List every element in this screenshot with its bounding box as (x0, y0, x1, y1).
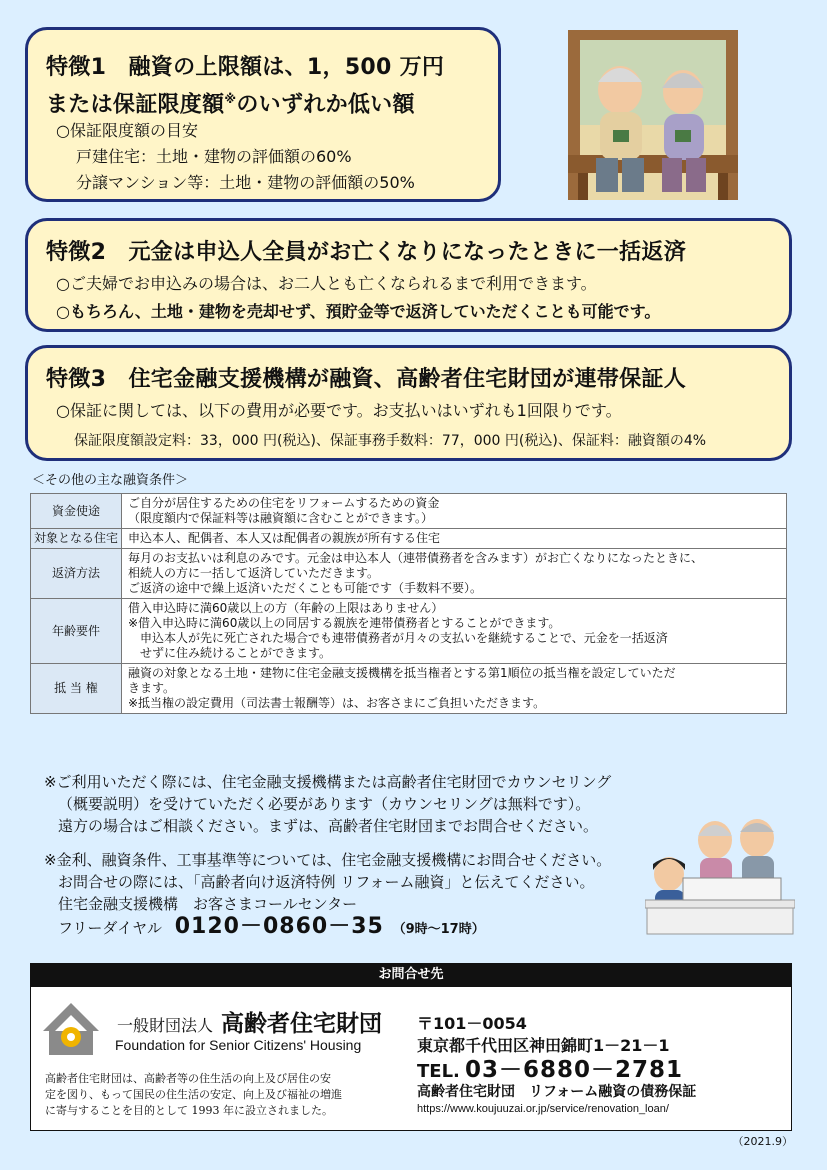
conditions-row-label: 資金使途 (31, 494, 122, 529)
feature3-title: 特徴3 住宅金融支援機構が融資、高齢者住宅財団が連帯保証人 (46, 367, 687, 392)
conditions-row-content (122, 494, 787, 529)
call-center-name: 住宅金融支援機構 お客さまコールセンター (58, 895, 358, 913)
org-description-line: 高齢者住宅財団は、高齢者等の住生活の向上及び居住の安 (45, 1072, 331, 1085)
feature1-title-line2-post: のいずれか低い額 (236, 92, 415, 118)
conditions-row (31, 529, 787, 549)
freedial-line (58, 914, 485, 943)
conditions-row-line: せずに住み続けることができます。 (128, 646, 332, 660)
org-prefix: 一般財団法人 (117, 1016, 214, 1035)
issue-date: （2021.9） (732, 1135, 793, 1148)
feature1-title-line2-pre: または保証限度額 (46, 92, 225, 118)
footnote-mark: ※ (224, 92, 237, 106)
inquiry-note-1: ※金利、融資条件、工事基準等については、住宅金融支援機構にお問合せください。 (44, 851, 612, 869)
org-name-en: Foundation for Senior Citizens' Housing (115, 1037, 362, 1053)
conditions-row-content (122, 529, 787, 549)
conditions-row-label: 抵 当 権 (31, 664, 122, 714)
org-name: 高齢者住宅財団 (221, 1011, 382, 1037)
feature2-box (25, 218, 792, 332)
freedial-label: フリーダイヤル (58, 919, 162, 937)
inquiry-note-2: お問合せの際には、「高齢者向け返済特例 リフォーム融資」と伝えてください。 (58, 873, 595, 891)
contact-bar: お問合せ先 (30, 963, 792, 986)
conditions-row-line: 申込本人、配偶者、本人又は配偶者の親族が所有する住宅 (128, 531, 441, 545)
conditions-row-line: 申込本人が先に死亡された場合でも連帯債務者が月々の支払いを継続することで、元金を一括返済 (128, 631, 668, 645)
conditions-row-line: きます。 (128, 681, 176, 695)
conditions-row-line: 借入申込時に満60歳以上の方（年齢の上限はありません） (128, 601, 444, 615)
conditions-row-line: ご返済の途中で繰上返済いただくことも可能です（手数料不要）。 (128, 581, 483, 595)
counsel-note-3: 遠方の場合はご相談ください。まずは、高齢者住宅財団までお問合せください。 (58, 817, 599, 835)
conditions-row-content (122, 664, 787, 714)
conditions-row-content (122, 549, 787, 599)
conditions-row-line: ※抵当権の設定費用（司法書士報酬等）は、お客さまにご負担いただきます。 (128, 696, 546, 710)
conditions-row (31, 494, 787, 529)
foundation-logo (41, 1001, 101, 1057)
conditions-row-line: 融資の対象となる土地・建物に住宅金融支援機構を抵当権者とする第1順位の抵当権を設定していただ (128, 666, 676, 680)
conditions-row-label: 対象となる住宅 (31, 529, 122, 549)
conditions-row (31, 664, 787, 714)
org-description-line: 定を図り、もって国民の住生活の安定、向上及び福祉の増進 (45, 1088, 342, 1101)
conditions-table (30, 493, 787, 714)
counsel-note-2: （概要説明）を受けていただく必要があります（カウンセリングは無料です）。 (58, 795, 591, 813)
consultation-illustration (645, 812, 795, 937)
conditions-row-line: 相続人の方に一括して返済していただきます。 (128, 566, 380, 580)
conditions-row-content (122, 599, 787, 664)
contact-box (30, 986, 792, 1131)
freedial-hours: （9時～17時） (392, 922, 485, 937)
tel-line (417, 1051, 683, 1084)
conditions-heading: ＜その他の主な融資条件＞ (32, 473, 189, 488)
postal-code: 〒101－0054 (417, 1014, 527, 1033)
elderly-couple-illustration (568, 30, 738, 200)
dept-name: 高齢者住宅財団 リフォーム融資の債務保証 (417, 1084, 697, 1100)
conditions-row (31, 549, 787, 599)
conditions-row-line: （限度額内で保証料等は融資額に含むことができます。） (128, 511, 434, 525)
org-description-line: に寄与することを目的として 1993 年に設立されました。 (45, 1104, 333, 1117)
org-description (45, 1071, 342, 1119)
feature1-title-line2 (46, 85, 415, 119)
tel-number: 03－6880－2781 (464, 1057, 684, 1083)
conditions-row-line: ご自分が居住するための住宅をリフォームするための資金 (128, 496, 440, 510)
feature2-title: 特徴2 元金は申込人全員がお亡くなりになったときに一括返済 (46, 240, 687, 265)
conditions-row-line: ※借入申込時に満60歳以上の同居する親族を連帯債務者とすることができます。 (128, 616, 561, 630)
feature1-subheading: ○保証限度額の目安 (56, 121, 198, 140)
conditions-row (31, 599, 787, 664)
counsel-note-1: ※ご利用いただく際には、住宅金融支援機構または高齢者住宅財団でカウンセリング (44, 773, 612, 791)
tel-label: TEL. (417, 1061, 460, 1082)
conditions-row-line: 毎月のお支払いは利息のみです。元金は申込本人（連帯債務者を含みます）がお亡くなりになったときに、 (128, 551, 704, 565)
feature1-box (25, 27, 501, 202)
freedial-number: 0120－0860－35 (174, 914, 384, 939)
feature1-title-line1: 特徴1 融資の上限額は、1，500 万円 (46, 55, 445, 80)
conditions-row-label: 返済方法 (31, 549, 122, 599)
website-link[interactable]: https://www.koujuuzai.or.jp/service/renovation_loan/ (417, 1103, 669, 1115)
feature1-item-detached: 戸建住宅：土地・建物の評価額の60% (76, 147, 352, 166)
feature3-line1: ○保証に関しては、以下の費用が必要です。お支払いはいずれも1回限りです。 (56, 401, 622, 420)
feature3-fees: 保証限度額設定料：33，000 円(税込)、保証事務手数料：77，000 円(税込)、保証料：融資額の4% (74, 433, 707, 449)
conditions-row-label: 年齢要件 (31, 599, 122, 664)
feature2-line2: ○もちろん、土地・建物を売却せず、預貯金等で返済していただくことも可能です。 (56, 302, 661, 321)
address: 東京都千代田区神田錦町1－21－1 (417, 1036, 670, 1055)
feature3-box (25, 345, 792, 461)
feature1-item-condo: 分譲マンション等：土地・建物の評価額の50% (76, 173, 415, 192)
feature2-line1: ○ご夫婦でお申込みの場合は、お二人とも亡くなられるまで利用できます。 (56, 274, 597, 293)
